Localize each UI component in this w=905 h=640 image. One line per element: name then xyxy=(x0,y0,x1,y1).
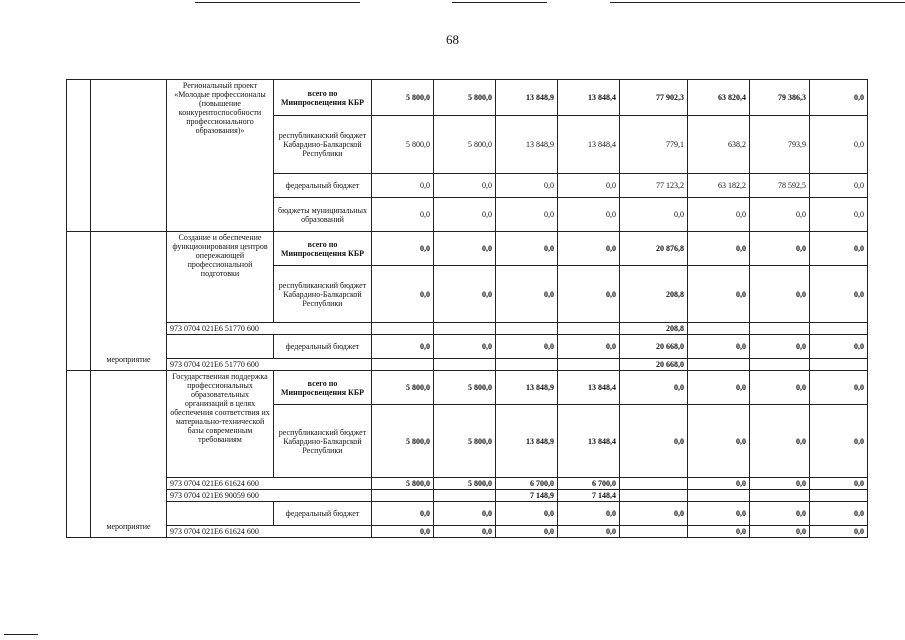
value-cell: 0,0 xyxy=(434,526,496,538)
value-cell: 13 848,4 xyxy=(558,80,620,116)
value-cell xyxy=(558,323,620,335)
value-cell: 0,0 xyxy=(496,502,558,526)
value-cell: 0,0 xyxy=(810,526,868,538)
value-cell: 208,8 xyxy=(620,266,688,323)
value-cell: 0,0 xyxy=(810,232,868,266)
item-name: Государственная поддержка профессиональных образовательных организаций в целях обеспечения соответствия их материально-технической базы современным требованиям xyxy=(167,371,274,478)
value-cell: 0,0 xyxy=(810,266,868,323)
funding-source: всего по Минпросвещения КБР xyxy=(274,232,372,266)
value-cell xyxy=(620,526,688,538)
item-name: Региональный проект «Молодые профессионалы (повышение конкурентоспособности профессионального образования)» xyxy=(167,80,274,232)
value-cell: 0,0 xyxy=(558,174,620,198)
value-cell: 78 592,5 xyxy=(750,174,810,198)
item-name: Создание и обеспечение функционирования центров опережающей профессиональной подготовки xyxy=(167,232,274,323)
margin-cell xyxy=(67,80,91,232)
value-cell: 0,0 xyxy=(372,266,434,323)
value-cell: 13 848,9 xyxy=(496,405,558,478)
value-cell xyxy=(372,490,434,502)
budget-code: 973 0704 021E6 61624 600 xyxy=(167,478,372,490)
value-cell: 5 800,0 xyxy=(434,80,496,116)
value-cell: 0,0 xyxy=(750,198,810,232)
value-cell: 20 668,0 xyxy=(620,335,688,359)
value-cell: 79 386,3 xyxy=(750,80,810,116)
value-cell: 5 800,0 xyxy=(372,478,434,490)
value-cell: 77 902,3 xyxy=(620,80,688,116)
value-cell xyxy=(810,490,868,502)
value-cell: 0,0 xyxy=(620,371,688,405)
blank-name-cell xyxy=(167,335,274,359)
value-cell: 0,0 xyxy=(372,526,434,538)
value-cell: 13 848,4 xyxy=(558,116,620,174)
top-rule-1 xyxy=(195,2,360,3)
value-cell: 0,0 xyxy=(372,198,434,232)
value-cell xyxy=(750,323,810,335)
value-cell: 13 848,9 xyxy=(496,116,558,174)
value-cell: 20 668,0 xyxy=(620,359,688,371)
funding-source: бюджеты муниципальных образований xyxy=(274,198,372,232)
item-kind: мероприятие xyxy=(91,232,167,371)
budget-code: 973 0704 021E6 90059 600 xyxy=(167,490,372,502)
table-row xyxy=(67,359,868,371)
table-body xyxy=(67,80,868,538)
value-cell: 0,0 xyxy=(558,502,620,526)
value-cell xyxy=(434,359,496,371)
value-cell xyxy=(434,323,496,335)
value-cell: 0,0 xyxy=(558,198,620,232)
value-cell xyxy=(688,323,750,335)
value-cell xyxy=(750,490,810,502)
value-cell: 0,0 xyxy=(750,371,810,405)
value-cell: 0,0 xyxy=(620,502,688,526)
value-cell: 77 123,2 xyxy=(620,174,688,198)
value-cell: 63 820,4 xyxy=(688,80,750,116)
value-cell xyxy=(558,359,620,371)
value-cell: 0,0 xyxy=(558,335,620,359)
value-cell xyxy=(750,359,810,371)
funding-source: республиканский бюджет Кабардино-Балкарской Республики xyxy=(274,266,372,323)
table-row xyxy=(67,335,868,359)
value-cell: 0,0 xyxy=(496,232,558,266)
value-cell: 6 700,0 xyxy=(496,478,558,490)
value-cell: 13 848,4 xyxy=(558,371,620,405)
item-kind xyxy=(91,80,167,232)
value-cell: 13 848,9 xyxy=(496,371,558,405)
value-cell: 0,0 xyxy=(810,116,868,174)
top-rule-2 xyxy=(452,2,547,3)
value-cell xyxy=(372,323,434,335)
value-cell: 5 800,0 xyxy=(372,405,434,478)
value-cell: 0,0 xyxy=(434,198,496,232)
funding-source: федеральный бюджет xyxy=(274,174,372,198)
value-cell xyxy=(496,359,558,371)
value-cell xyxy=(688,490,750,502)
value-cell: 0,0 xyxy=(496,174,558,198)
value-cell xyxy=(810,323,868,335)
value-cell: 0,0 xyxy=(434,174,496,198)
funding-source: всего по Минпросвещения КБР xyxy=(274,371,372,405)
bottom-rule xyxy=(4,634,38,635)
value-cell: 0,0 xyxy=(496,335,558,359)
value-cell: 6 700,0 xyxy=(558,478,620,490)
value-cell: 0,0 xyxy=(620,198,688,232)
value-cell xyxy=(810,359,868,371)
value-cell: 779,1 xyxy=(620,116,688,174)
value-cell: 0,0 xyxy=(688,502,750,526)
value-cell: 0,0 xyxy=(434,266,496,323)
value-cell: 0,0 xyxy=(434,335,496,359)
value-cell: 793,9 xyxy=(750,116,810,174)
funding-source: всего по Минпросвещения КБР xyxy=(274,80,372,116)
value-cell: 0,0 xyxy=(750,266,810,323)
value-cell: 0,0 xyxy=(688,198,750,232)
value-cell: 0,0 xyxy=(434,502,496,526)
value-cell: 5 800,0 xyxy=(372,371,434,405)
item-kind: мероприятие xyxy=(91,371,167,538)
value-cell: 20 876,8 xyxy=(620,232,688,266)
value-cell: 0,0 xyxy=(558,266,620,323)
value-cell: 7 148,9 xyxy=(496,490,558,502)
value-cell: 5 800,0 xyxy=(372,80,434,116)
budget-table xyxy=(66,79,868,538)
table-row xyxy=(67,502,868,526)
value-cell: 0,0 xyxy=(688,478,750,490)
value-cell: 5 800,0 xyxy=(372,116,434,174)
value-cell: 0,0 xyxy=(810,478,868,490)
value-cell: 0,0 xyxy=(810,371,868,405)
value-cell: 5 800,0 xyxy=(434,371,496,405)
value-cell: 0,0 xyxy=(810,198,868,232)
value-cell xyxy=(620,490,688,502)
value-cell: 0,0 xyxy=(372,502,434,526)
value-cell: 0,0 xyxy=(688,405,750,478)
table-row xyxy=(67,526,868,538)
value-cell: 7 148,4 xyxy=(558,490,620,502)
value-cell: 5 800,0 xyxy=(434,116,496,174)
table-row xyxy=(67,478,868,490)
value-cell: 5 800,0 xyxy=(434,405,496,478)
value-cell: 0,0 xyxy=(810,335,868,359)
value-cell: 0,0 xyxy=(750,502,810,526)
value-cell: 0,0 xyxy=(810,502,868,526)
value-cell: 0,0 xyxy=(688,526,750,538)
value-cell xyxy=(688,359,750,371)
budget-code: 973 0704 021E6 51770 600 xyxy=(167,359,372,371)
value-cell: 0,0 xyxy=(750,335,810,359)
value-cell: 0,0 xyxy=(434,232,496,266)
value-cell xyxy=(372,359,434,371)
funding-source: республиканский бюджет Кабардино-Балкарской Республики xyxy=(274,405,372,478)
value-cell: 0,0 xyxy=(688,335,750,359)
value-cell: 208,8 xyxy=(620,323,688,335)
table-row xyxy=(67,490,868,502)
funding-source: республиканский бюджет Кабардино-Балкарской Республики xyxy=(274,116,372,174)
table-row xyxy=(67,232,868,266)
budget-code: 973 0704 021E6 61624 600 xyxy=(167,526,372,538)
value-cell: 13 848,4 xyxy=(558,405,620,478)
value-cell: 0,0 xyxy=(558,526,620,538)
value-cell: 0,0 xyxy=(496,266,558,323)
value-cell: 0,0 xyxy=(496,526,558,538)
margin-cell xyxy=(67,232,91,371)
funding-source: федеральный бюджет xyxy=(274,502,372,526)
value-cell: 5 800,0 xyxy=(434,478,496,490)
value-cell: 13 848,9 xyxy=(496,80,558,116)
value-cell: 0,0 xyxy=(688,232,750,266)
value-cell: 0,0 xyxy=(620,405,688,478)
value-cell: 63 182,2 xyxy=(688,174,750,198)
value-cell: 0,0 xyxy=(750,405,810,478)
table-row xyxy=(67,323,868,335)
value-cell: 0,0 xyxy=(372,232,434,266)
value-cell: 0,0 xyxy=(372,335,434,359)
value-cell xyxy=(496,323,558,335)
value-cell: 0,0 xyxy=(688,266,750,323)
value-cell: 0,0 xyxy=(372,174,434,198)
blank-name-cell xyxy=(167,502,274,526)
budget-code: 973 0704 021E6 51770 600 xyxy=(167,323,372,335)
table-row xyxy=(67,371,868,405)
value-cell: 0,0 xyxy=(750,478,810,490)
value-cell: 0,0 xyxy=(810,80,868,116)
top-rule-3 xyxy=(610,2,905,3)
value-cell xyxy=(620,478,688,490)
value-cell xyxy=(434,490,496,502)
value-cell: 0,0 xyxy=(750,232,810,266)
margin-cell xyxy=(67,371,91,538)
value-cell: 0,0 xyxy=(688,371,750,405)
table-row xyxy=(67,80,868,116)
funding-source: федеральный бюджет xyxy=(274,335,372,359)
value-cell: 638,2 xyxy=(688,116,750,174)
value-cell: 0,0 xyxy=(496,198,558,232)
value-cell: 0,0 xyxy=(810,405,868,478)
page-number: 68 xyxy=(446,32,459,47)
value-cell: 0,0 xyxy=(810,174,868,198)
value-cell: 0,0 xyxy=(558,232,620,266)
value-cell: 0,0 xyxy=(750,526,810,538)
